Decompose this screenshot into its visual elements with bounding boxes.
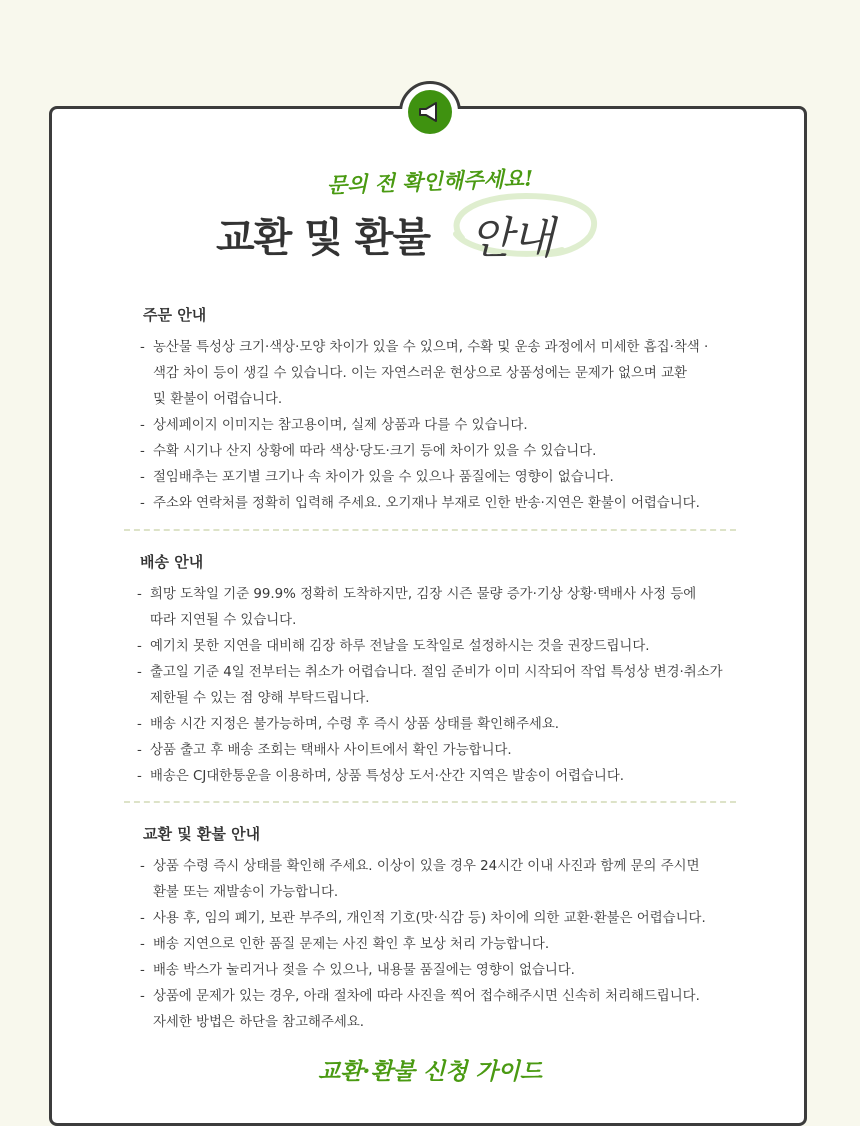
list-item: - 배송 박스가 눌리거나 젖을 수 있으나, 내용물 품질에는 영향이 없습니다. xyxy=(140,958,740,984)
exchange-refund-list xyxy=(140,854,740,1036)
list-item: - 배송 시간 지정은 불가능하며, 수령 후 즉시 상품 상태를 확인해주세요. xyxy=(137,712,740,738)
list-item: - 수확 시기나 산지 상황에 따라 색상·당도·크기 등에 차이가 있을 수 있습니다. xyxy=(140,439,740,465)
list-item: - 상세페이지 이미지는 참고용이며, 실제 상품과 다를 수 있습니다. xyxy=(140,413,740,439)
notice-subtitle: 문의 전 확인해주세요! xyxy=(326,165,534,198)
section-title: 주문 안내 xyxy=(143,306,207,324)
order-info-list xyxy=(140,335,740,517)
guide-title: 교환·환불 신청 가이드 xyxy=(318,1058,542,1085)
list-item: - 농산물 특성상 크기·색상·모양 차이가 있을 수 있으며, 수확 및 운송 과정에서 미세한 흠집·착색 · 색감 차이 등이 생길 수 있습니다. 이는 자연스러운 현상으로 상품성에는 문제가 없으며 교환 및 환불이 어렵습니다. xyxy=(140,335,740,413)
list-item: - 예기치 못한 지연을 대비해 김장 하루 전날을 도착일로 설정하시는 것을 권장드립니다. xyxy=(137,634,740,660)
section-title: 배송 안내 xyxy=(140,553,204,571)
section-divider xyxy=(124,801,736,803)
list-item: - 상품 출고 후 배송 조회는 택배사 사이트에서 확인 가능합니다. xyxy=(137,738,740,764)
list-item: - 상품 수령 즉시 상태를 확인해 주세요. 이상이 있을 경우 24시간 이내 사진과 함께 문의 주시면 환불 또는 재발송이 가능합니다. xyxy=(140,854,740,906)
section-divider xyxy=(124,529,736,531)
list-item: - 사용 후, 임의 폐기, 보관 부주의, 개인적 기호(맛·식감 등) 차이에 의한 교환·환불은 어렵습니다. xyxy=(140,906,740,932)
list-item: - 상품에 문제가 있는 경우, 아래 절차에 따라 사진을 찍어 접수해주시면 신속히 처리해드립니다. 자세한 방법은 하단을 참고해주세요. xyxy=(140,984,740,1036)
title-main: 교환 및 환불 xyxy=(216,214,431,261)
title-highlight: 안내 xyxy=(452,202,571,266)
list-item: - 출고일 기준 4일 전부터는 취소가 어렵습니다. 절임 준비가 이미 시작되어 작업 특성상 변경·취소가 제한될 수 있는 점 양해 부탁드립니다. xyxy=(137,660,740,712)
section-title: 교환 및 환불 안내 xyxy=(143,825,261,843)
list-item: - 배송 지연으로 인한 품질 문제는 사진 확인 후 보상 처리 가능합니다. xyxy=(140,932,740,958)
shipping-info-list xyxy=(137,582,740,790)
list-item: - 희망 도착일 기준 99.9% 정확히 도착하지만, 김장 시즌 물량 증가·기상 상황·택배사 사정 등에 따라 지연될 수 있습니다. xyxy=(137,582,740,634)
section-shipping-info xyxy=(140,551,740,790)
section-order-info xyxy=(140,304,740,517)
list-item: - 주소와 연락처를 정확히 입력해 주세요. 오기재나 부재로 인한 반송·지연은 환불이 어렵습니다. xyxy=(140,491,740,517)
list-item: - 배송은 CJ대한통운을 이용하며, 상품 특성상 도서·산간 지역은 발송이 어렵습니다. xyxy=(137,764,740,790)
list-item: - 절임배추는 포기별 크기나 속 차이가 있을 수 있으나 품질에는 영향이 없습니다. xyxy=(140,465,740,491)
section-exchange-refund xyxy=(140,823,740,1036)
megaphone-icon xyxy=(408,90,452,134)
page-title xyxy=(216,202,571,266)
